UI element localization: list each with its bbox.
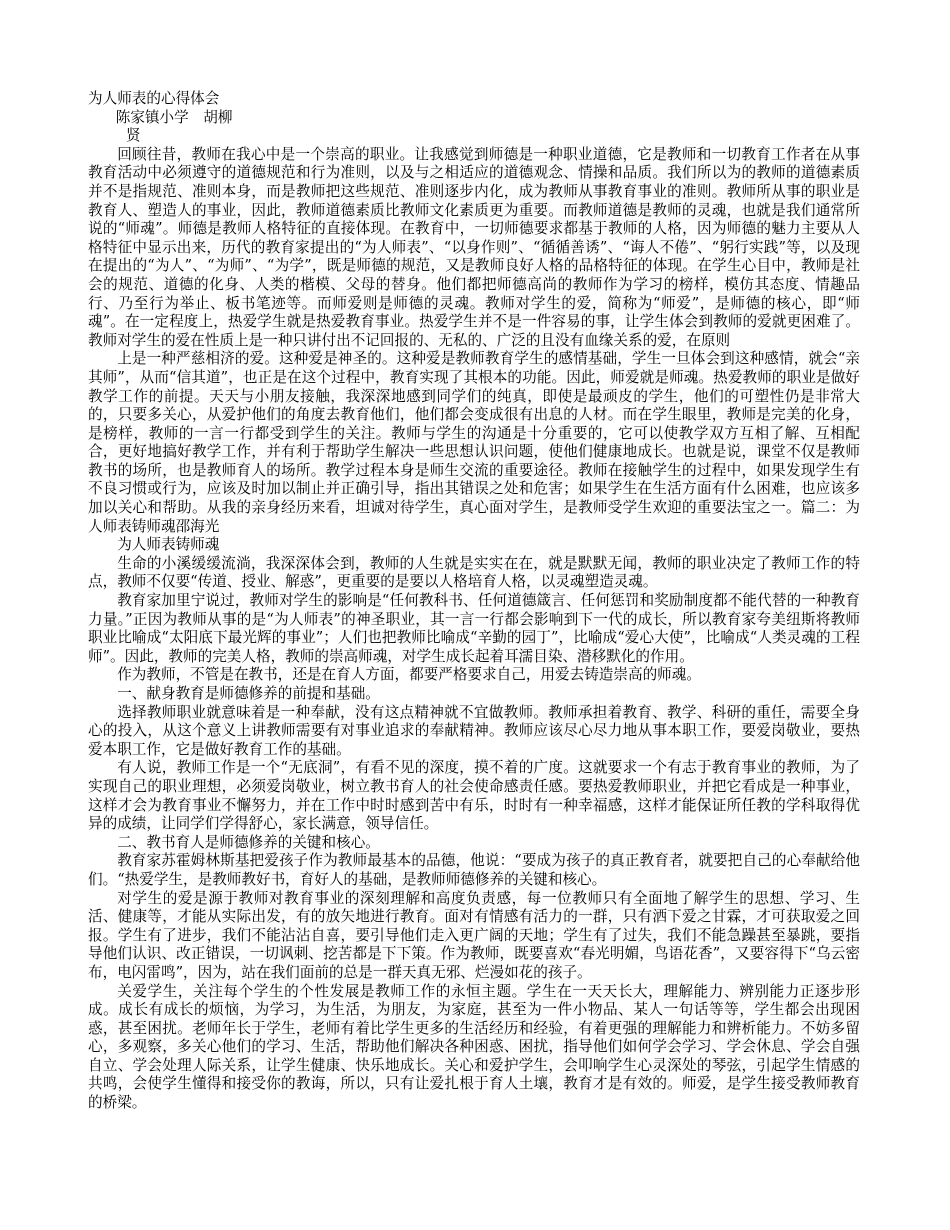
body-paragraph: 上是一种严慈相济的爱。这种爱是神圣的。这种爱是教师教育学生的感情基础，学生一旦体会到这种感情，就会“亲其师”，从而“信其道”，也正是在这个过程中，教育实现了其根本的功能。因此，师爱就是师魂。热爱教师的职业是做好教学工作的前提。天天与小朋友接触，我深深地感到同学们的纯真，即使是最顽皮的学生，他们的可塑性仍是非常大的，只要多关心，从爱护他们的角度去教育他们，他们都会变成很有出息的人材。而在学生眼里，教师是完美的化身，是榜样，教师的一言一行都受到学生的关注。教师与学生的沟通是十分重要的，它可以使教学双方互相了解、互相配合，更好地搞好教学工作，并有利于帮助学生解决一些思想认识问题，使他们健康地成长。也就是说，课堂不仅是教师教书的场所，也是教师育人的场所。教学过程本身是师生交流的重要途径。教师在接触学生的过程中，如果发现学生有不良习惯或行为，应该及时加以制止并正确引导，指出其错误之处和危害；如果学生在生活方面有什么困难，也应该多加以关心和帮助。从我的亲身经历来看，坦诚对待学生，真心面对学生，是教师受学生欢迎的重要法宝之一。篇二：为人师表铸师魂邵海光 — [88, 350, 860, 535]
body-paragraph: 有人说，教师工作是一个“无底洞”，有看不见的深度，摸不着的广度。这就要求一个有志于教育事业的教师，为了实现自己的职业理想，必须爱岗敬业，树立教书育人的社会使命感责任感。要热爱教师职业，并把它看成是一种事业，这样才会为教育事业不懈努力，并在工作中时时感到苦中有乐，时时有一种幸福感，这样才能保证所任教的学科取得优异的成绩，让同学们学得舒心，家长满意，领导信任。 — [88, 759, 860, 833]
document-title: 为人师表的心得体会 — [88, 90, 220, 107]
body-paragraph: 回顾往昔，教师在我心中是一个崇高的职业。让我感觉到师德是一种职业道德，它是教师和一切教育工作者在从事教育活动中必须遵守的道德规范和行为准则，以及与之相适应的道德观念、情操和品质。我们所以为的教师的道德素质并不是指规范、准则本身，而是教师把这些规范、准则逐步内化，成为教师从事教育事业的准则。教师所从事的职业是教育人、塑造人的事业，因此，教师道德素质比教师文化素质更为重要。而教师道德是教师的灵魂，也就是我们通常所说的“师魂”。师德是教师人格特征的直接体现。在教育中，一切师德要求都基于教师的人格，因为师德的魅力主要从人格特征中显示出来，历代的教育家提出的“为人师表”、“以身作则”、“循循善诱”、“诲人不倦”、“躬行实践”等，以及现在提出的“为人”、“为师”、“为学”，既是师德的规范，又是教师良好人格的品格特征的体现。在学生心目中，教师是社会的规范、道德的化身、人类的楷模、父母的替身。他们都把师德高尚的教师作为学习的榜样，模仿其态度、情趣品行、乃至行为举止、板书笔迹等。而师爱则是师德的灵魂。教师对学生的爱，简称为“师爱”，是师德的核心，即“师魂”。在一定程度上，热爱学生就是热爱教育事业。热爱学生并不是一件容易的事，让学生体会到教师的爱就更困难了。教师对学生的爱在性质上是一种只讲付出不记回报的、无私的、广泛的且没有血缘关系的爱，在原则 — [88, 145, 860, 349]
body-paragraph: 选择教师职业就意味着是一种奉献，没有这点精神就不宜做教师。教师承担着教育、教学、科研的重任，需要全身心的投入，从这个意义上讲教师需要有对事业追求的奉献精神。教师应该尽心尽力地从事本职工作，要爱岗敬业，要热爱本职工作，它是做好教育工作的基础。 — [88, 703, 860, 758]
author-line: 陈家镇小学 胡柳 — [115, 108, 233, 126]
section-heading: 一、献身教育是师德修养的前提和基础。 — [117, 685, 380, 702]
section-heading: 二、教书育人是师德修养的关键和核心。 — [117, 833, 380, 851]
body-paragraph: 作为教师，不管是在教书，还是在育人方面，都要严格要求自己，用爱去铸造崇高的师魂。 — [117, 666, 701, 684]
body-paragraph: 对学生的爱是源于教师对教育事业的深刻理解和高度负责感，每一位教师只有全面地了解学生的思想、学习、生活、健康等，才能从实际出发，有的放矢地进行教育。面对有情感有活力的一群，只有洒下爱之甘霖，才可获取爱之回报。学生有了进步，我们不能沾沾自喜，要引导他们走入更广阔的天地；学生有了过失，我们不能急躁甚至暴跳，要指导他们认识、改正错误，一切讽刺、挖苦都是下下策。作为教师，既要喜欢“春光明媚，鸟语花香”，又要容得下“乌云密布，电闪雷鸣”，因为，站在我们面前的总是一群天真无邪、烂漫如花的孩子。 — [88, 889, 860, 981]
body-paragraph: 关爱学生，关注每个学生的个性发展是教师工作的永恒主题。学生在一天天长大，理解能力、辨别能力正逐步形成。成长有成长的烦恼，为学习，为生活，为朋友，为家庭，甚至为一件小物品、某人一句话等等，学生都会出现困惑，甚至困扰。老师年长于学生，老师有着比学生更多的生活经历和经验，有着更强的理解能力和辨析能力。不妨多留心，多观察，多关心他们的学习、生活，帮助他们解决各种困惑、困扰，指导他们如何学会学习、学会休息、学会自强自立、学会处理人际关系，让学生健康、快乐地成长。关心和爱护学生，会叩响学生心灵深处的琴弦，引起学生情感的共鸣，会使学生懂得和接受你的教诲，所以，只有让爱扎根于育人土壤，教育才是有效的。师爱，是学生接受教师教育的桥梁。 — [88, 982, 860, 1112]
body-paragraph: 教育家加里宁说过，教师对学生的影响是“任何教科书、任何道德箴言、任何惩罚和奖励制度都不能代替的一种教育力量。”正因为教师从事的是“为人师表”的神圣职业，其一言一行都会影响到下一代的成长，所以教育家夸美纽斯将教师职业比喻成“太阳底下最光辉的事业”；人们也把教师比喻成“辛勤的园丁”，比喻成“爱心大使”，比喻成“人类灵魂的工程师”。因此，教师的完美人格，教师的崇高师魂，对学生成长起着耳濡目染、潜移默化的作用。 — [88, 592, 860, 665]
body-paragraph: 教育家苏霍姆林斯基把爱孩子作为教师最基本的品德，他说：“要成为孩子的真正教育者，就要把自己的心奉献给他们。“热爱学生，是教师教好书，育好人的基础，是教师师德修养的关键和核心。 — [88, 852, 860, 888]
document-page — [88, 90, 860, 1113]
body-paragraph: 生命的小溪缓缓流淌，我深深体会到，教师的人生就是实实在在，就是默默无闻，教师的职业决定了教师工作的特点，教师不仅要“传道、授业、解惑”，更重要的是要以人格培育人格，以灵魂塑造灵魂。 — [88, 554, 860, 591]
author-line-continued: 贤 — [125, 127, 141, 145]
section-title: 为人师表铸师魂 — [117, 536, 220, 554]
